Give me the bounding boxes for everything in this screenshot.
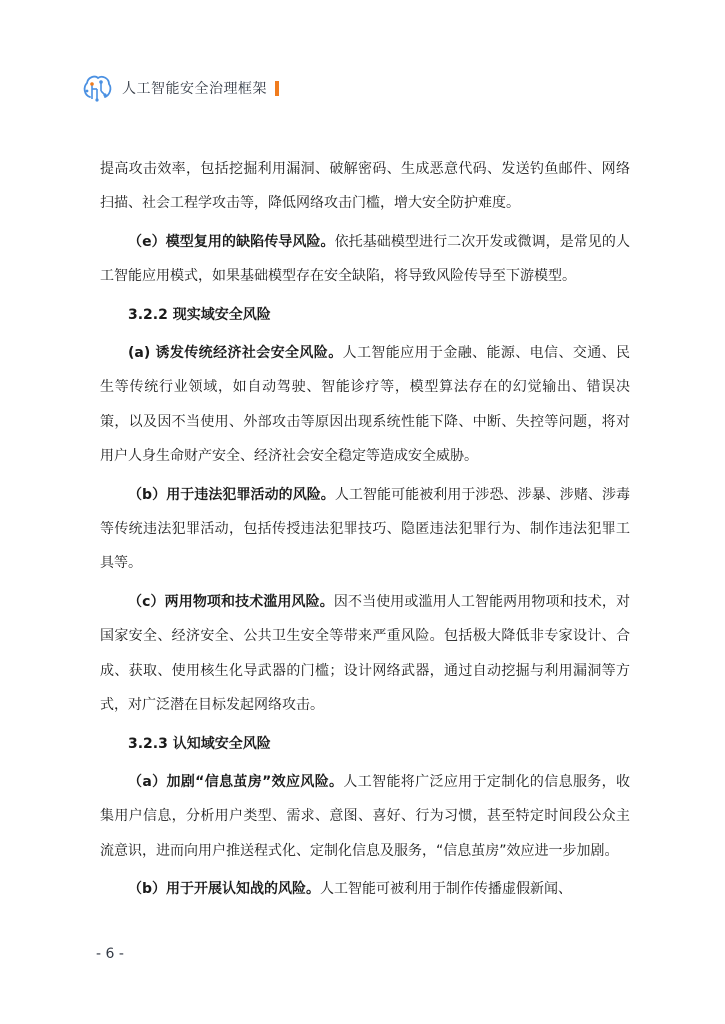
- section-heading-3-2-3: 3.2.3 认知域安全风险: [128, 735, 271, 752]
- paragraph-model-reuse: [100, 225, 630, 294]
- header-accent-bar: [275, 81, 279, 96]
- paragraph-lead: （c）两用物项和技术滥用风险。: [128, 593, 334, 610]
- paragraph-crime-risk: [100, 478, 630, 581]
- document-body: [100, 152, 630, 907]
- paragraph-text: 人工智能可被利用于制作传播虚假新闻、: [320, 881, 573, 898]
- section-heading-3-2-2: 3.2.2 现实域安全风险: [128, 306, 271, 323]
- paragraph-text: 依托基础模型进行二次开发或微调，是常见的人工智能应用模式，如果基础模型存在安全缺陷，将导致风险传导至下游模型。: [100, 233, 631, 285]
- brain-circuit-logo-icon: [80, 71, 114, 105]
- paragraph-dual-use-risk: [100, 585, 630, 723]
- paragraph-lead: (a) 诱发传统经济社会安全风险。: [128, 345, 343, 362]
- paragraph-lead: （b）用于开展认知战的风险。: [128, 881, 321, 898]
- paragraph-1: 提高攻击效率，包括挖掘利用漏洞、破解密码、生成恶意代码、发送钓鱼邮件、网络扫描、社会工程学攻击等，降低网络攻击门槛，增大安全防护难度。: [100, 161, 630, 212]
- header-title: 人工智能安全治理框架: [122, 81, 267, 97]
- paragraph-text: 人工智能应用于金融、能源、电信、交通、民生等传统行业领域，如自动驾驶、智能诊疗等，模型算法存在的幻觉输出、错误决策，以及因不当使用、外部攻击等原因出现系统性能下降、中断、失控等问题，将对用户人身生命财产安全、经济社会安全稳定等造成安全威胁。: [100, 345, 631, 465]
- page-number: - 6 -: [96, 946, 124, 962]
- paragraph-economic-risk: [100, 336, 630, 474]
- paragraph-lead: （b）用于违法犯罪活动的风险。: [128, 486, 335, 503]
- paragraph-lead: （a）加剧“信息茧房”效应风险。: [128, 773, 344, 790]
- paragraph-cognitive-war-risk: [100, 872, 630, 906]
- paragraph-info-cocoon-risk: [100, 765, 630, 868]
- page-header: [80, 70, 279, 106]
- paragraph-text: 因不当使用或滥用人工智能两用物项和技术，对国家安全、经济安全、公共卫生安全等带来严重风险。包括极大降低非专家设计、合成、获取、使用核生化导武器的门槛；设计网络武器，通过自动挖掘与利用漏洞等方式，对广泛潜在目标发起网络攻击。: [100, 593, 630, 714]
- paragraph-text: 人工智能将广泛应用于定制化的信息服务，收集用户信息，分析用户类型、需求、意图、喜好、行为习惯，甚至特定时间段公众主流意识，进而向用户推送程式化、定制化信息及服务，“信息茧房”效应进一步加剧。: [100, 773, 630, 859]
- paragraph-lead: （e）模型复用的缺陷传导风险。: [128, 233, 335, 250]
- paragraph-text: 人工智能可能被利用于涉恐、涉暴、涉赌、涉毒等传统违法犯罪活动，包括传授违法犯罪技巧、隐匿违法犯罪行为、制作违法犯罪工具等。: [100, 486, 630, 572]
